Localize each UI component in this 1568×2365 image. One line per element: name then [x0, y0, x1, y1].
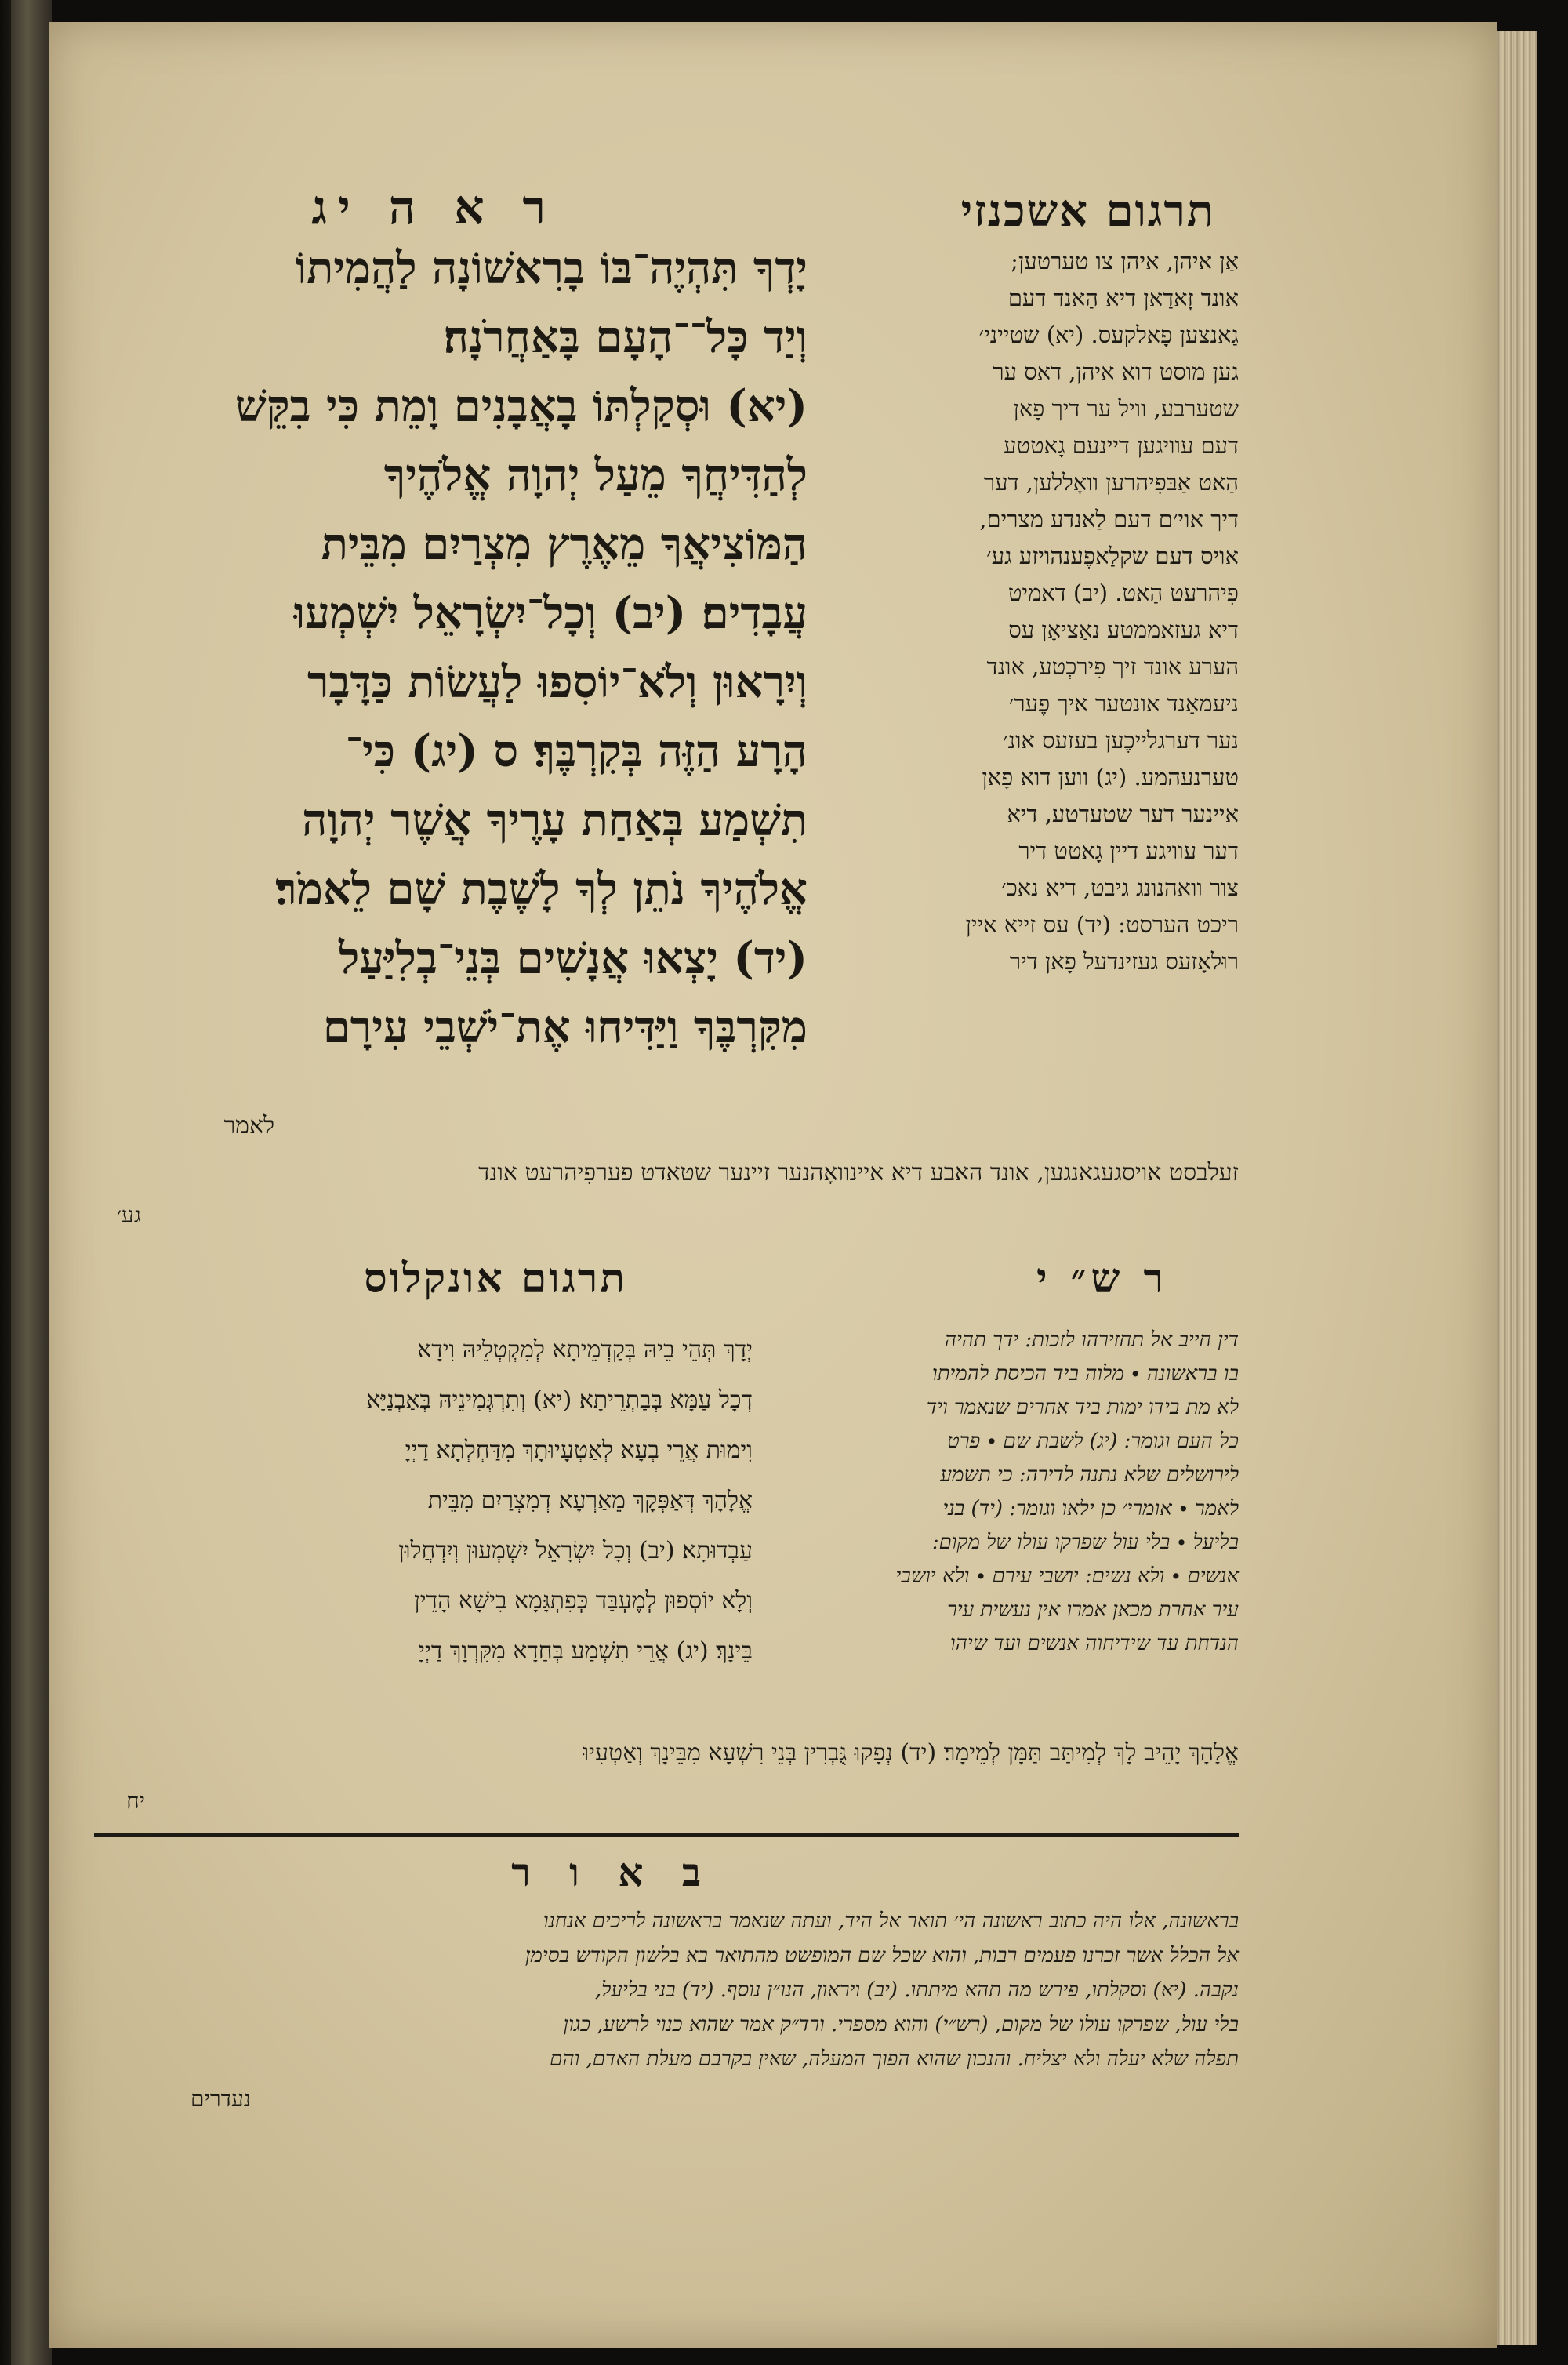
ashkenazi-line: איינער דער שטעדטע, דיא	[1007, 801, 1239, 827]
bible-line: מִקִּרְבֶּךָ וַיַּדִּיחוּ אֶת־יֹשְׁבֵי עִירָם	[322, 1001, 808, 1053]
biur-commentary	[94, 1904, 1239, 2076]
rashi-line: לאמר ∙ אומרי׳ כן ילאו וגומר: (יד) בני	[942, 1497, 1239, 1520]
ashkenazi-line: טערנעהמע. (יג) ווען דוא פָאן	[982, 764, 1239, 790]
previous-page-edge	[11, 0, 52, 2365]
onkelos-line: יְדָךְ תְּהֵי בֵיהּ בְּקַדְמֵיתָא לְמִקְטְלֵיהּ וִידָא	[417, 1336, 753, 1364]
onkelos-line: דְכָל עַמָּא בְּבַתְרֵיתָא׃ (יא) וְתִרְגְּמִינֵיהּ בְּאַבְנַיָּא	[366, 1386, 753, 1414]
rashi-heading: ר ש״ י	[1036, 1255, 1168, 1302]
ashkenazi-line: גען מוסט דוא איהן, דאס ער	[993, 358, 1239, 385]
bible-line: יָדְךָ תִּהְיֶה־בּוֹ בָרִאשׁוֹנָה לַהֲמִיתוֹ	[295, 242, 808, 294]
bible-line: אֱלֹהֶיךָ נֹתֵן לְךָ לָשֶׁבֶת שָׁם לֵאמֹר׃	[275, 863, 808, 915]
onkelos-line: וְלָא יוֹסְפוּן לְמֶעְבַּד כְּפִתְגָּמָא בִישָׁא הָדֵין	[414, 1587, 753, 1615]
biur-heading: ב א ו ר	[511, 1849, 713, 1895]
ashkenazi-line: דער עוויגע דיין גָאטט דיר	[1018, 837, 1239, 864]
rashi-line: הנדחת עד שידיחוה אנשים ועד שיהו	[950, 1632, 1239, 1655]
onkelos-catchword: יח	[126, 1788, 145, 1814]
bible-line: הַמּוֹצִיאֲךָ מֵאֶרֶץ מִצְרַיִם מִבֵּית	[321, 518, 808, 570]
ashkenazi-line: אויס דעם שקלַאפֶענהויזע גע׳	[986, 543, 1239, 569]
onkelos-full-width-line: אֱלָהָךְ יָהֵיב לָךְ לְמִיתַּב תַּמָּן לְמֵימָר׃ (יד) נְפָקוּ גֻּבְרִין בְּנֵי רִשְׁעָא מִבֵּינָךְ וְאַטְעִיוּ	[583, 1739, 1239, 1767]
rashi-line: דין חייב אל תחזירהו לזכות: ידך תהיה	[944, 1328, 1239, 1352]
biur-catchword: נעדרים	[191, 2086, 251, 2112]
ashkenazi-line: הערע אונד זיך פִירכְטע, אונד	[986, 653, 1239, 680]
bible-line: הָרָע הַזֶּה בְּקִרְבֶּךָ׃ ס (יג) כִּי־	[345, 725, 808, 777]
biur-line: אל הכלל אשר זכרנו פעמים רבות, והוא שכל שם המופשט מהתואר בא בלשון הקודש בסימן	[524, 1944, 1239, 1967]
bible-text-column	[94, 234, 808, 1062]
rashi-line: אנשים ∙ ולא נשים: יושבי עירם ∙ ולא יושבי	[895, 1564, 1239, 1588]
section-divider	[94, 1833, 1239, 1837]
rashi-line: לירושלים שלא נתנה לדירה: כי תשמע	[940, 1463, 1239, 1487]
biur-line: נקבה. (יא) וסקלתו, פירש מה תהא מיתתו. (יב) ויראון, הנו״ן נוסף. (יד) בני בליעל,	[594, 1978, 1239, 2002]
rashi-line: עיר אחרת מכאן אמרו אין נעשית עיר	[947, 1598, 1239, 1622]
bible-line: (יא) וּסְקַלְתּוֹ בָאֲבָנִים וָמֵת כִּי בִקֵּשׁ	[234, 380, 808, 432]
running-head-right: תרגום אשכנזי	[960, 185, 1215, 237]
bible-line: (יד) יָצְאוּ אֲנָשִׁים בְּנֵי־בְלִיַּעַל	[339, 932, 808, 984]
onkelos-column	[94, 1325, 753, 1677]
bible-line: תִשְׁמַע בְּאַחַת עָרֶיךָ אֲשֶׁר יְהוָה	[302, 794, 808, 846]
ashkenazi-line: ניעמאַנד אונטער איך פֶער׳	[1008, 690, 1239, 717]
ashkenazi-line: שטערבע, וויל ער דיך פָאן	[1013, 395, 1239, 422]
onkelos-line: וִימוּת אֲרֵי בְעָא לְאַטְעָיוּתָךְ מִדַּחְלְתָא דַיְיָ	[405, 1437, 753, 1464]
rashi-line: בליעל ∙ בלי עול שפרקו עולו של מקום:	[931, 1531, 1239, 1554]
ashkenazi-line: גַאנצען פָאלקעס. (יא) שטייני׳	[978, 322, 1239, 348]
bible-line: עֲבָדִים׃ (יב) וְכָל־יִשְׂרָאֵל יִשְׁמְעוּ	[293, 587, 808, 639]
onkelos-heading: תרגום אונקלוס	[364, 1255, 627, 1302]
onkelos-line: בֵּינָךְ׃ (יג) אֲרֵי תִשְׁמַע בְּחַדָא מִקִּרְוָךְ דַיְיָ	[419, 1637, 753, 1665]
onkelos-line: אֱלָהָךְ דְּאַפְּקָךְ מֵאַרְעָא דְמִצְרַיִם מִבֵּית	[427, 1487, 753, 1514]
biur-line: תפלה שלא יעלה ולא יצליח. והנכון שהוא הפוך המעלה, שאין בקרבם מעלת האדם, והם	[550, 2047, 1239, 2071]
onkelos-line: עַבְדוּתָא׃ (יב) וְכָל יִשְׂרָאֵל יִשְׁמְעוּן וְיִדְחֲלוּן	[398, 1537, 753, 1564]
ashkenazi-line: דיך אוי׳ם דעם לַאנדע מצרים,	[979, 506, 1239, 532]
ashkenazi-line: רוּלאָזעס געזינדעל פָאן דיר	[1009, 948, 1239, 975]
ashkenazi-line: הַאט אַבּפִיהרען וואָללען, דער	[983, 469, 1239, 496]
book-page	[49, 22, 1497, 2348]
ashkenazi-line: דעם עוויגען דיינעם גָאטטע	[1004, 432, 1239, 459]
running-head-left: ר א ה יג	[311, 180, 557, 235]
bible-line: וְיַד כָּל־־הָעָם בָּאַחֲרֹנָה׃	[443, 311, 808, 363]
rashi-line: בו בראשונה ∙ מלוה ביד הכיסת להמיתו	[932, 1362, 1239, 1386]
ashkenazi-line: אַן איהן, איהן צו טערטען;	[1011, 248, 1239, 274]
bible-line: לְהַדִּיחֲךָ מֵעַל יְהוָה אֱלֹהֶיךָ	[383, 449, 808, 501]
rashi-line: לא מת בידו ימות ביד אחרים שנאמר ויד	[926, 1396, 1239, 1419]
ashkenazi-line: צור וואהנונג גיבט, דיא נאכ׳	[1000, 874, 1239, 901]
ashkenazi-line: דיא געזאממטע נאַציאָן עס	[1008, 616, 1239, 643]
biur-line: בראשונה, אלו היה כתוב ראשונה הי׳ תואר אל היד, ועתה שנאמר בראשונה לריכים אנחנו	[543, 1909, 1239, 1933]
ashkenazi-line: אונד זָאדַאן דיא הַאנד דעם	[1007, 285, 1239, 311]
ashkenazi-translation-column	[831, 243, 1239, 980]
ashkenazi-line: נער דערגלייכֶען בעזעס אונ׳	[1002, 727, 1239, 754]
bible-line: וְיִרָאוּן וְלֹא־יוֹסִפוּ לַעֲשׂוֹת כַּדָּבָר	[307, 656, 808, 708]
biur-line: בלי עול, שפרקו עולו של מקום, (רש״י) והוא מספרי. ורד״ק אמר שהוא כנוי לרשע, כגון	[563, 2013, 1239, 2036]
rashi-line: כל העם וגומר: (יג) לשבת שם ∙ פרט	[947, 1430, 1239, 1453]
ashkenazi-catchword: גע׳	[116, 1202, 141, 1228]
ashkenazi-full-width-line: זעלבסט אויסגעגאנגען, אונד האבע דיא איינוואָהנער זיינער שטאדט פערפִיהרעט אונד	[478, 1159, 1239, 1186]
rashi-column	[776, 1324, 1239, 1661]
ashkenazi-line: ריכט הערסט: (יד) עס זייא איין	[965, 911, 1239, 938]
ashkenazi-line: פִיהרעט הַאט. (יב) דאמיט	[1008, 579, 1239, 606]
bible-catchword: לאמר	[223, 1112, 274, 1139]
